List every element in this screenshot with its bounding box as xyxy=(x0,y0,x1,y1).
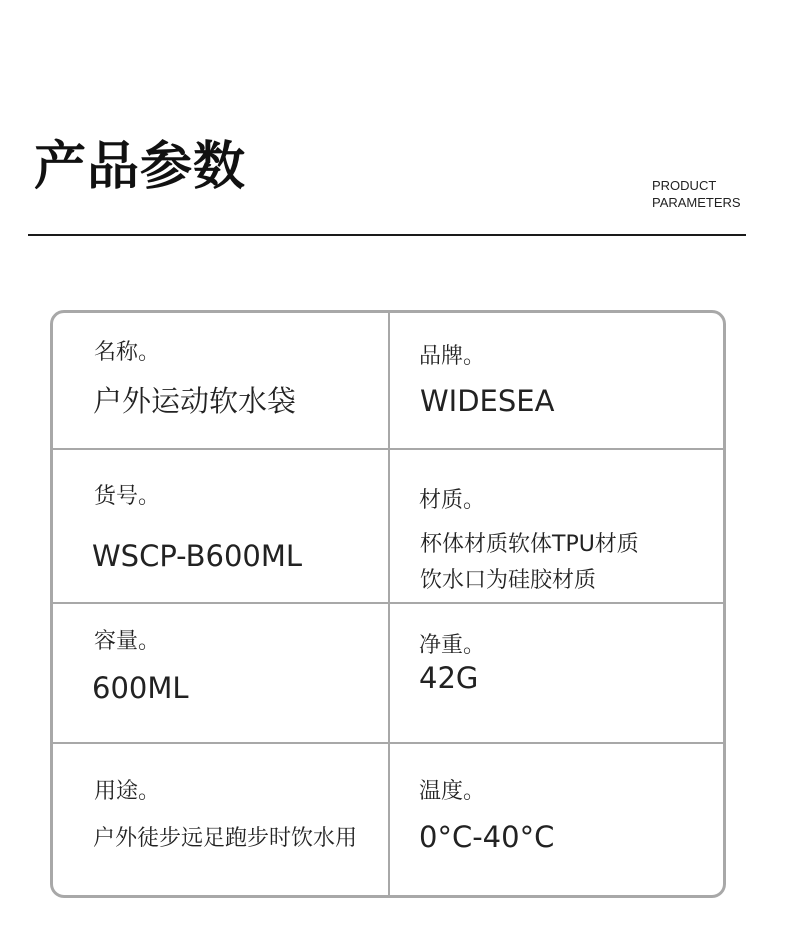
spec-label-temperature: 温度。 xyxy=(419,779,486,804)
subtitle-line-2: PARAMETERS xyxy=(652,195,741,210)
title-divider xyxy=(28,234,746,236)
spec-label-sku: 货号。 xyxy=(94,484,161,509)
material-line-1: 杯体材质软体TPU材质 xyxy=(420,532,639,557)
spec-value-temperature: 0°C-40°C xyxy=(419,820,555,854)
spec-label-capacity: 容量。 xyxy=(94,629,161,654)
spec-value-capacity: 600ML xyxy=(92,671,189,705)
spec-value-weight: 42G xyxy=(419,661,479,695)
spec-label-name: 名称。 xyxy=(94,340,161,365)
spec-value-material xyxy=(420,527,639,599)
spec-value-usage: 户外徒步远足跑步时饮水用 xyxy=(93,826,358,851)
material-line-2: 饮水口为硅胶材质 xyxy=(420,568,597,593)
spec-value-sku: WSCP-B600ML xyxy=(92,539,303,573)
page-subtitle xyxy=(652,177,741,211)
row-divider xyxy=(53,448,723,450)
spec-label-usage: 用途。 xyxy=(94,779,161,804)
column-divider xyxy=(388,313,390,895)
row-divider xyxy=(53,602,723,604)
spec-label-brand: 品牌。 xyxy=(419,344,486,369)
subtitle-line-1: PRODUCT xyxy=(652,178,717,193)
spec-table xyxy=(50,310,726,898)
row-divider xyxy=(53,742,723,744)
spec-label-weight: 净重。 xyxy=(419,633,486,658)
page-title: 产品参数 xyxy=(34,137,247,197)
spec-value-name: 户外运动软水袋 xyxy=(93,384,297,418)
spec-value-brand: WIDESEA xyxy=(420,384,555,418)
spec-label-material: 材质。 xyxy=(419,488,486,513)
